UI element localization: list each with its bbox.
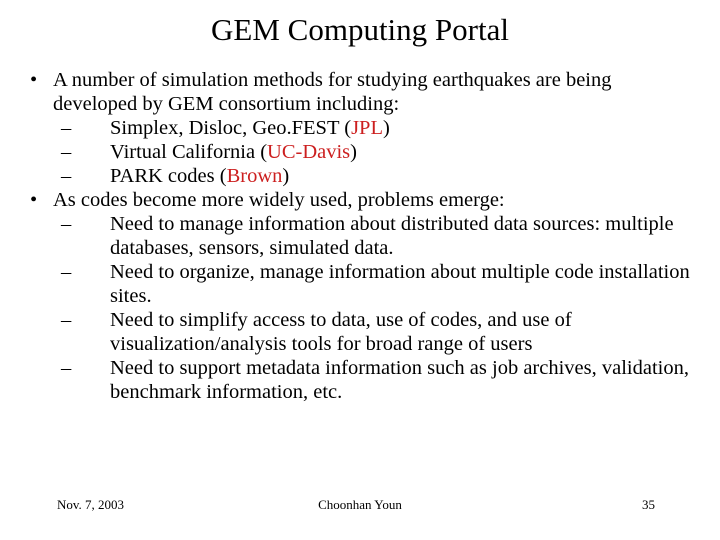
dash-marker: – — [61, 357, 72, 379]
slide-title: GEM Computing Portal — [211, 12, 509, 47]
sub-text: Need to manage information about distributed data sources: multiple databases, sensors, simulated data. — [110, 213, 674, 259]
sub-text: PARK codes ( — [110, 165, 227, 187]
sub-bullet-2-3 — [53, 308, 698, 356]
sub-text-end: ) — [282, 165, 290, 187]
bullet-text: As codes become more widely used, problems emerge: — [53, 189, 505, 211]
slide-body — [28, 68, 698, 404]
sub-text: Need to support metadata information such as job archives, validation, benchmark information, etc. — [110, 357, 689, 403]
footer-page-number: 35 — [642, 497, 655, 512]
sub-bullet-2-2 — [53, 260, 698, 308]
sub-bullet-1-3 — [53, 164, 698, 188]
bullet-marker: • — [30, 69, 38, 91]
sub-bullet-1-2 — [53, 140, 698, 164]
bullet-1 — [28, 68, 698, 116]
dash-marker: – — [61, 261, 72, 283]
sub-text: Need to organize, manage information about multiple code installation sites. — [110, 261, 690, 307]
sub-text-end: ) — [382, 117, 390, 139]
dash-marker: – — [61, 117, 72, 139]
sub-text-end: ) — [350, 141, 357, 163]
dash-marker: – — [61, 213, 72, 235]
bullet-text: A number of simulation methods for studying earthquakes are being developed by GEM consortium including: — [53, 69, 612, 115]
institution-uc-davis: UC-Davis — [267, 141, 351, 163]
bullet-2 — [28, 188, 698, 212]
footer-author: Choonhan Youn — [318, 497, 402, 512]
sub-bullet-2-1 — [53, 212, 698, 260]
institution-brown: Brown — [226, 165, 283, 187]
sub-text: Virtual California ( — [110, 141, 268, 163]
dash-marker: – — [61, 165, 72, 187]
footer-date: Nov. 7, 2003 — [57, 497, 125, 512]
institution-jpl: JPL — [351, 117, 383, 139]
sub-bullet-2-4 — [53, 356, 698, 404]
sub-bullet-1-1 — [53, 116, 698, 140]
dash-marker: – — [61, 309, 72, 331]
sub-text: Simplex, Disloc, Geo.FEST ( — [110, 117, 352, 139]
bullet-marker: • — [30, 189, 38, 211]
dash-marker: – — [61, 141, 72, 163]
sub-text: Need to simplify access to data, use of codes, and use of visualization/analysis tools for broad range of users — [110, 309, 572, 355]
